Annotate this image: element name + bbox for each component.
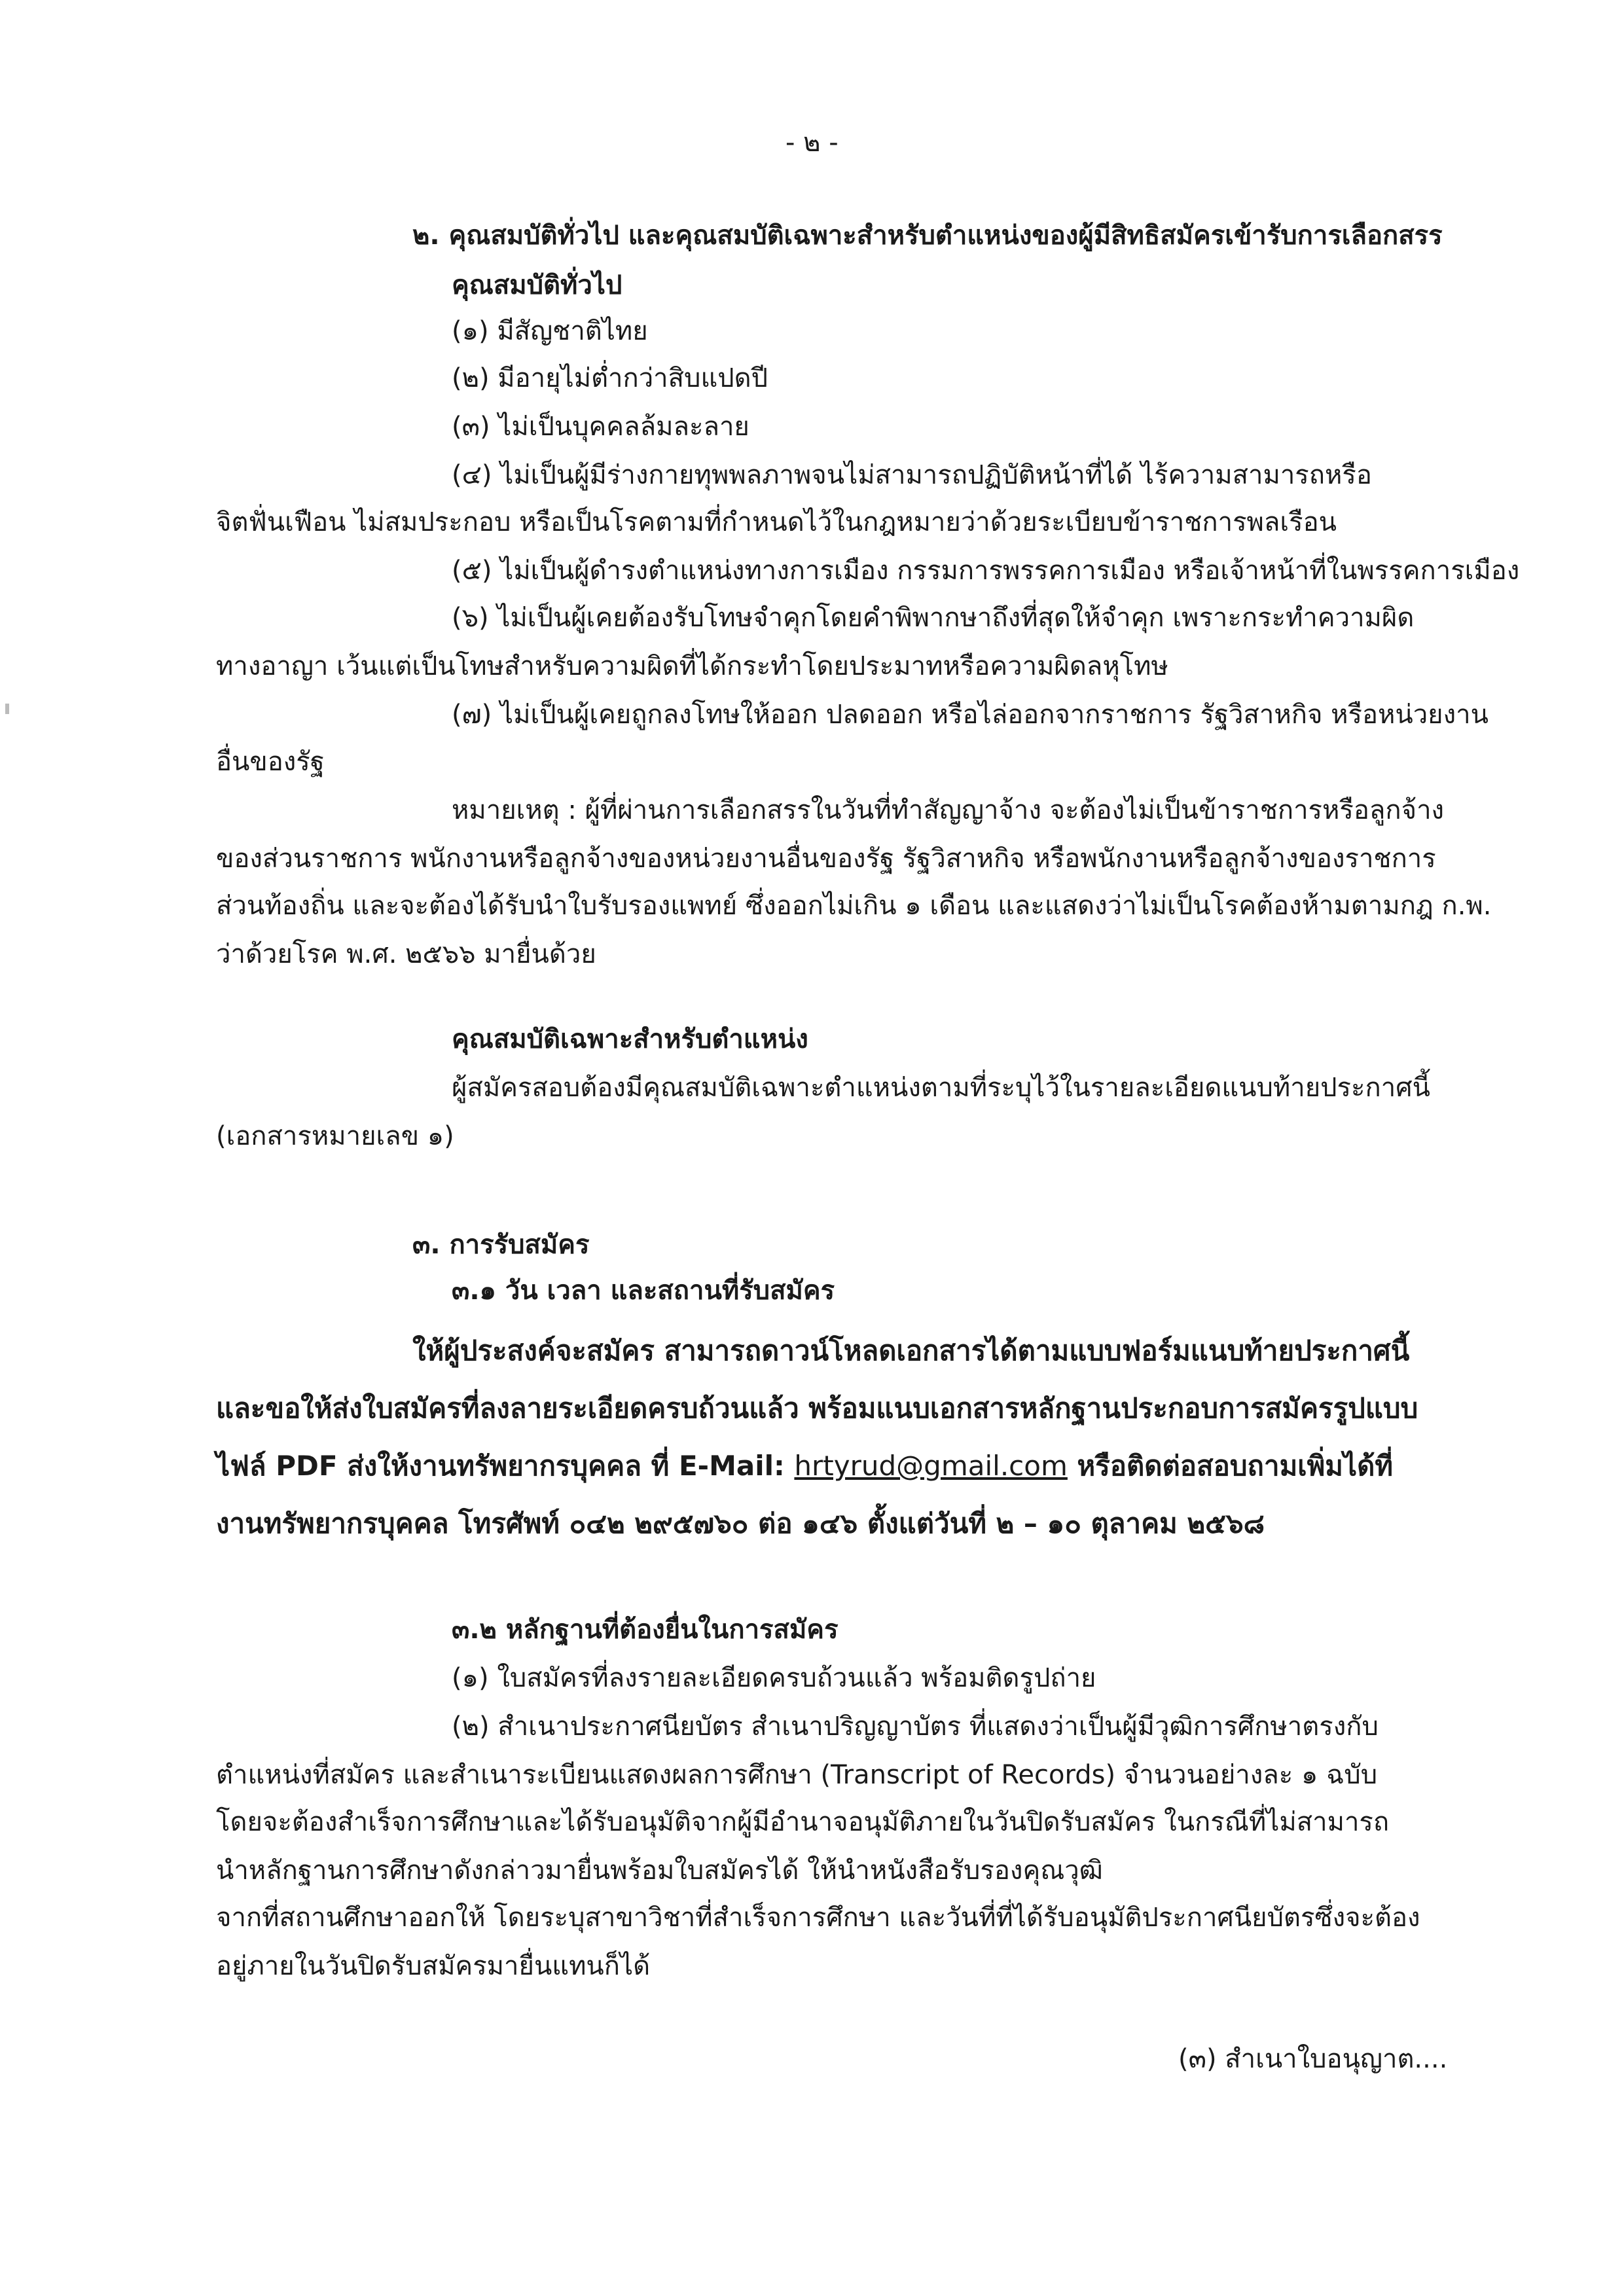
evidence-item-2-line-4: นำหลักฐานการศึกษาดังกล่าวมายื่นพร้อมใบสมัครได้ ให้นำหนังสือรับรองคุณวุฒิ [216,1856,1103,1886]
email-link[interactable]: hrtyrud@gmail.com [794,1450,1068,1482]
evidence-item-1: (๑) ใบสมัครที่ลงรายละเอียดครบถ้วนแล้ว พร้อมติดรูปถ่าย [452,1663,1096,1693]
qualification-item-6-line-2: ทางอาญา เว้นแต่เป็นโทษสำหรับความผิดที่ได้กระทำโดยประมาทหรือความผิดลหุโทษ [216,651,1168,681]
evidence-item-2-line-5: จากที่สถานศึกษาออกให้ โดยระบุสาขาวิชาที่สำเร็จการศึกษา และวันที่ที่ได้รับอนุมัติประกาศนียบัตรซึ่งจะต้อง [216,1903,1420,1933]
qualification-item-2: (๒) มีอายุไม่ต่ำกว่าสิบแปดปี [452,363,768,393]
note-line-3: ส่วนท้องถิ่น และจะต้องได้รับนำใบรับรองแพทย์ ซึ่งออกไม่เกิน ๑ เดือน และแสดงว่าไม่เป็นโรคต้องห้ามตามกฎ ก.พ. [216,891,1492,921]
email-prefix-text: ไฟล์ PDF ส่งให้งานทรัพยากรบุคคล ที่ E-Mail: [216,1450,795,1482]
general-qualifications-title: คุณสมบัติทั่วไป [452,270,623,300]
note-line-2: ของส่วนราชการ พนักงานหรือลูกจ้างของหน่วยงานอื่นของรัฐ รัฐวิสาหกิจ หรือพนักงานหรือลูกจ้างของราชการ [216,844,1436,874]
section-3-1-heading: ๓.๑ วัน เวลา และสถานที่รับสมัคร [452,1276,835,1306]
qualification-item-3: (๓) ไม่เป็นบุคคลล้มละลาย [452,412,749,442]
qualification-item-4-line-1: (๔) ไม่เป็นผู้มีร่างกายทุพพลภาพจนไม่สามารถปฏิบัติหน้าที่ได้ ไร้ความสามารถหรือ [452,460,1372,490]
application-paragraph-line-1: ให้ผู้ประสงค์จะสมัคร สามารถดาวน์โหลดเอกสารได้ตามแบบฟอร์มแนบท้ายประกาศนี้ [412,1335,1410,1367]
application-paragraph-line-4: งานทรัพยากรบุคคล โทรศัพท์ ๐๔๒ ๒๙๕๗๖๐ ต่อ ๑๔๖ ตั้งแต่วันที่ ๒ – ๑๐ ตุลาคม ๒๕๖๘ [216,1507,1265,1539]
continuation-text: (๓) สำเนาใบอนุญาต.... [1178,2044,1448,2074]
evidence-item-2-line-3: โดยจะต้องสำเร็จการศึกษาและได้รับอนุมัติจากผู้มีอำนาจอนุมัติภายในวันปิดรับสมัคร ในกรณีที่ไม่สามารถ [216,1807,1390,1837]
qualification-item-4-line-2: จิตฟั่นเฟือน ไม่สมประกอบ หรือเป็นโรคตามที่กำหนดไว้ในกฎหมายว่าด้วยระเบียบข้าราชการพลเรือน [216,507,1337,537]
application-paragraph-line-2: และขอให้ส่งใบสมัครที่ลงลายระเอียดครบถ้วนแล้ว พร้อมแนบเอกสารหลักฐานประกอบการสมัครรูปแบบ [216,1392,1418,1424]
qualification-item-7-line-2: อื่นของรัฐ [216,747,325,777]
note-line-4: ว่าด้วยโรค พ.ศ. ๒๕๖๖ มายื่นด้วย [216,939,596,969]
section-3-2-heading: ๓.๒ หลักฐานที่ต้องยื่นในการสมัคร [452,1615,839,1645]
application-paragraph-line-3 [216,1448,1393,1484]
specific-qualifications-line-2: (เอกสารหมายเลข ๑) [216,1121,454,1151]
qualification-item-7-line-1: (๗) ไม่เป็นผู้เคยถูกลงโทษให้ออก ปลดออก หรือไล่ออกจากราชการ รัฐวิสาหกิจ หรือหน่วยงาน [452,700,1489,730]
qualification-item-5: (๕) ไม่เป็นผู้ดำรงตำแหน่งทางการเมือง กรรมการพรรคการเมือง หรือเจ้าหน้าที่ในพรรคการเมือง [452,556,1520,586]
qualification-item-1: (๑) มีสัญชาติไทย [452,316,648,346]
scan-artifact [5,704,9,714]
email-suffix-text: หรือติดต่อสอบถามเพิ่มได้ที่ [1067,1450,1394,1482]
qualification-item-6-line-1: (๖) ไม่เป็นผู้เคยต้องรับโทษจำคุกโดยคำพิพากษาถึงที่สุดให้จำคุก เพราะกระทำความผิด [452,603,1415,633]
page-number: - ๒ - [785,128,839,158]
note-line-1: หมายเหตุ : ผู้ที่ผ่านการเลือกสรรในวันที่ทำสัญญาจ้าง จะต้องไม่เป็นข้าราชการหรือลูกจ้าง [452,795,1445,825]
section-2-heading: ๒. คุณสมบัติทั่วไป และคุณสมบัติเฉพาะสำหรับตำแหน่งของผู้มีสิทธิสมัครเข้ารับการเลือกสรร [412,221,1443,251]
section-3-heading: ๓. การรับสมัคร [412,1230,590,1260]
evidence-item-2-line-6: อยู่ภายในวันปิดรับสมัครมายื่นแทนก็ได้ [216,1951,651,1981]
specific-qualifications-line-1: ผู้สมัครสอบต้องมีคุณสมบัติเฉพาะตำแหน่งตามที่ระบุไว้ในรายละเอียดแนบท้ายประกาศนี้ [452,1073,1430,1103]
evidence-item-2-line-2: ตำแหน่งที่สมัคร และสำเนาระเบียนแสดงผลการศึกษา (Transcript of Records) จำนวนอย่างละ ๑ ฉบับ [216,1760,1378,1790]
evidence-item-2-line-1: (๒) สำเนาประกาศนียบัตร สำเนาปริญญาบัตร ที่แสดงว่าเป็นผู้มีวุฒิการศึกษาตรงกับ [452,1712,1379,1742]
specific-qualifications-title: คุณสมบัติเฉพาะสำหรับตำแหน่ง [452,1024,808,1054]
